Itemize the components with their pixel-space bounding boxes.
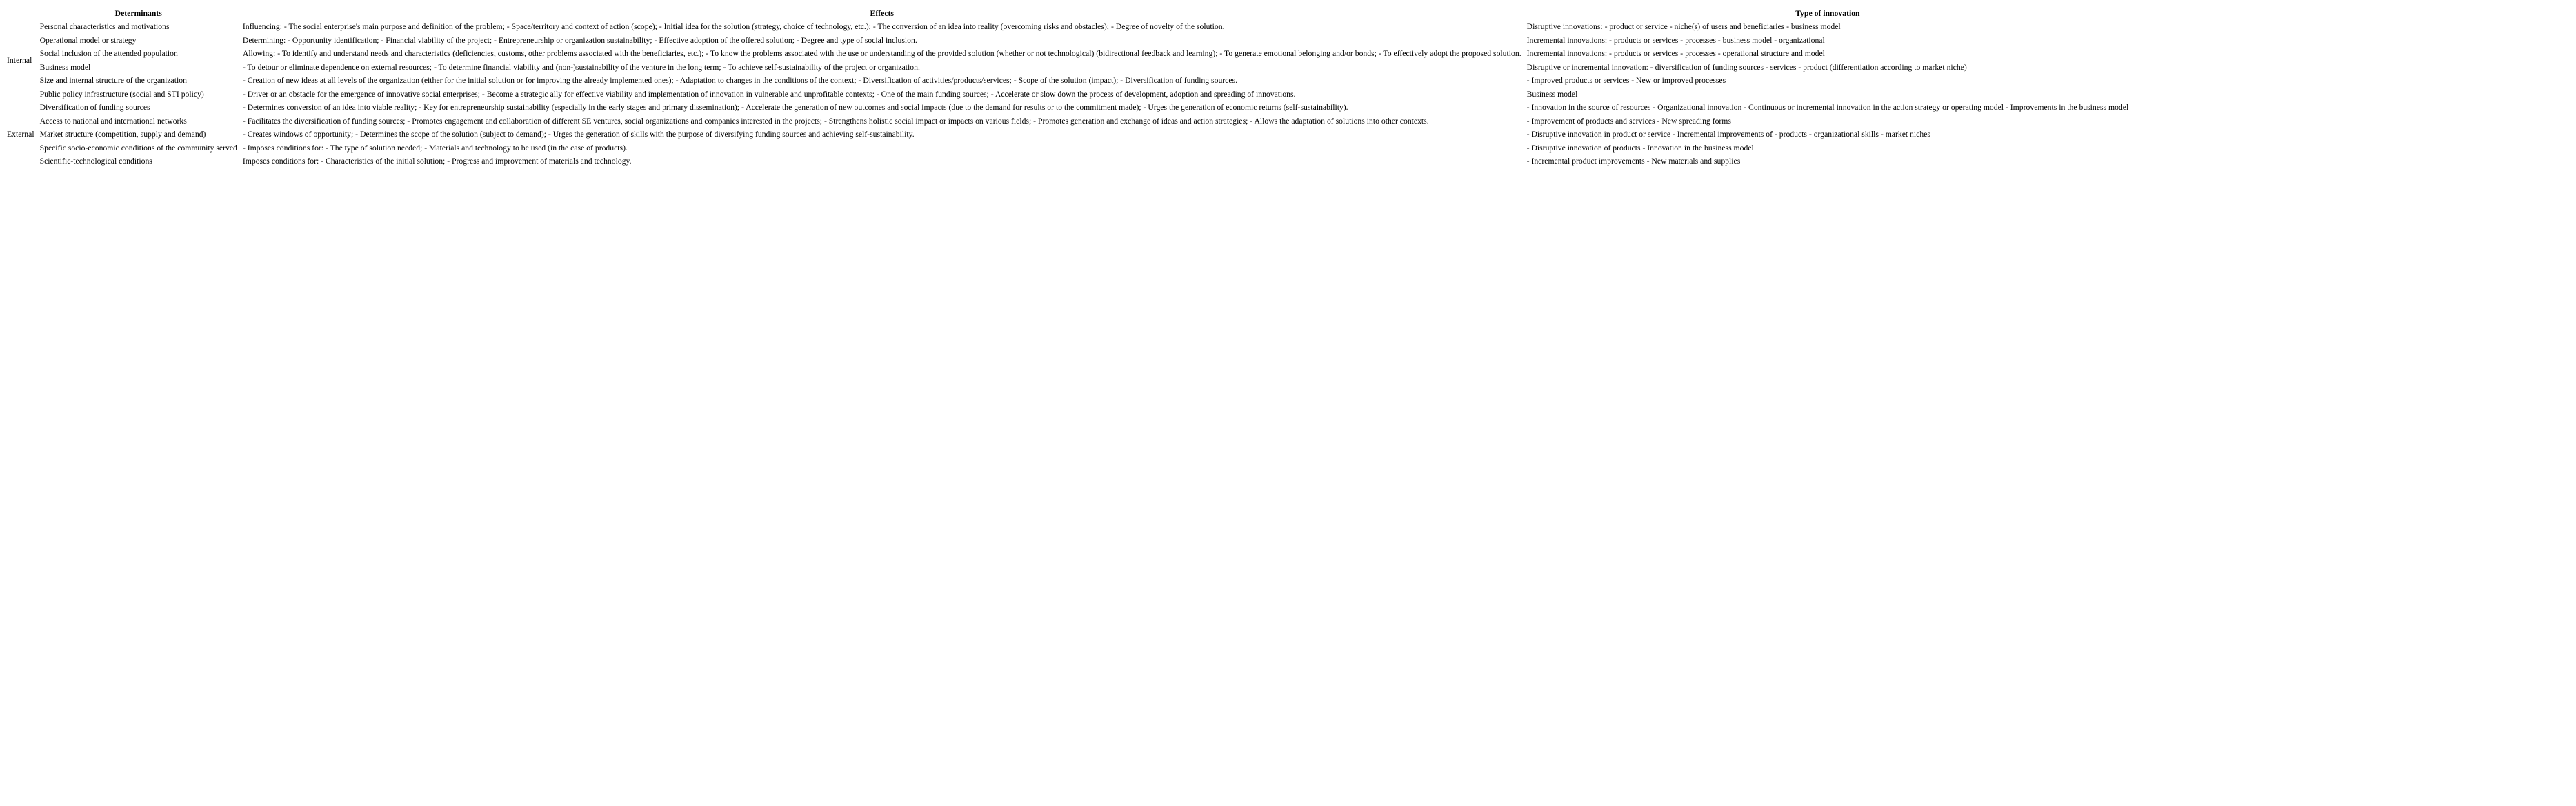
table-row (4, 34, 2131, 47)
effects-cell: - Determines conversion of an idea into viable reality; - Key for entrepreneurship sustainability (especially in the early stages and primary dissemination); - Accelerate the generation of new outcomes and social impacts (due to the demand for results or to the commitment made); - Urges the generation of economic returns (self-sustainability). (242, 103, 1348, 112)
innovation-type-cell: - Disruptive innovation of products - Innovation in the business model (1526, 143, 1754, 153)
effects-cell: - Driver or an obstacle for the emergence of innovative social enterprises; - Become a strategic ally for effective viability and implementation of innovation in vulnerable and unprofitable contexts; - One of the main funding sources; - Accelerate or slow down the process of development, adoption and spreading of innovations. (242, 89, 1296, 99)
table-row (4, 47, 2131, 60)
determinant-cell: Scientific-technological conditions (39, 156, 152, 166)
determinant-cell: Business model (39, 62, 91, 72)
table-row (4, 155, 2131, 168)
effects-cell: - Facilitates the diversification of funding sources; - Promotes engagement and collaboration of different SE ventures, social organizations and companies interested in the projects; - Strengthens holistic social impact or impacts on various fields; - Promotes generation and exchange of ideas and action strategies; - Allows the adaptation of solutions into other contexts. (242, 116, 1429, 126)
innovation-type-cell: Incremental innovations: - products or services - processes - operational structure and model (1526, 49, 1825, 59)
table-row (4, 74, 2131, 87)
innovation-type-cell: Business model (1526, 89, 1578, 99)
effects-cell: Determining: - Opportunity identification; - Financial viability of the project; - Entrepreneurship or organization sustainability; - Effective adoption of the offered solution; - Degree and type of social inclusion. (242, 35, 917, 45)
table-row (4, 115, 2131, 128)
determinant-cell: Size and internal structure of the organization (39, 76, 187, 86)
effects-cell: - Imposes conditions for: - The type of solution needed; - Materials and technology to be used (in the case of products). (242, 143, 628, 153)
group-label-external: External (7, 130, 34, 139)
determinant-cell: Operational model or strategy (39, 35, 137, 45)
effects-cell: Influencing: - The social enterprise's main purpose and definition of the problem; - Space/territory and context of action (scope); - Initial idea for the solution (strategy, choice of technology, etc.); - The conversion of an idea into reality (overcoming risks and obstacles); - Degree of novelty of the solution. (242, 22, 1225, 32)
determinant-cell: Personal characteristics and motivations (39, 22, 170, 32)
effects-cell: - Creates windows of opportunity; - Determines the scope of the solution (subject to demand); - Urges the generation of skills with the purpose of diversifying funding sources and achieving self-sustainability. (242, 130, 915, 139)
innovation-type-cell: - Disruptive innovation in product or service - Incremental improvements of - products - organizational skills - market niches (1526, 130, 1930, 139)
innovation-type-cell: - Incremental product improvements - New materials and supplies (1526, 156, 1741, 166)
determinant-cell: Access to national and international networks (39, 116, 187, 126)
determinant-cell: Market structure (competition, supply and demand) (39, 130, 206, 139)
determinant-cell: Public policy infrastructure (social and STI policy) (39, 89, 204, 99)
table-row (4, 61, 2131, 74)
determinant-cell: Social inclusion of the attended population (39, 49, 178, 59)
determinant-cell: Specific socio-economic conditions of the community served (39, 143, 237, 153)
header-group (4, 7, 37, 20)
header-determinants: Determinants (114, 9, 162, 18)
table-row (4, 141, 2131, 155)
innovation-type-cell: - Improvement of products and services - New spreading forms (1526, 116, 1731, 126)
innovation-type-cell: Disruptive or incremental innovation: - diversification of funding sources - services - product (differentiation according to market niche) (1526, 62, 1967, 72)
table-row (4, 20, 2131, 33)
determinants-table (4, 7, 2131, 168)
innovation-type-cell: - Innovation in the source of resources - Organizational innovation - Continuous or incremental innovation in the action strategy or operating model - Improvements in the business model (1526, 103, 2129, 112)
group-label-internal: Internal (7, 56, 32, 66)
table-row (4, 128, 2131, 141)
effects-cell: Allowing: - To identify and understand needs and characteristics (deficiencies, customs, other problems associated with the beneficiaries, etc.); - To know the problems associated with the use or understanding of the provided solution (whether or not technological) (bidirectional feedback and learning); - To generate emotional belonging and/or bonds; - To effectively adopt the proposed solution. (242, 49, 1521, 59)
effects-cell: - Creation of new ideas at all levels of the organization (either for the initial solution or for improving the already implemented ones); - Adaptation to changes in the conditions of the context; - Diversification of activities/products/services; - Scope of the solution (impact); - Diversification of funding sources. (242, 76, 1238, 86)
innovation-type-cell: Incremental innovations: - products or services - processes - business model - organizational (1526, 35, 1825, 45)
innovation-type-cell: Disruptive innovations: - product or service - niche(s) of users and beneficiaries - business model (1526, 22, 1841, 32)
document-page (0, 0, 2576, 168)
header-type-of-innovation: Type of innovation (1795, 9, 1860, 18)
table-header-row (4, 7, 2131, 20)
table-row (4, 101, 2131, 114)
table-row (4, 88, 2131, 101)
header-effects: Effects (870, 9, 894, 18)
effects-cell: - To detour or eliminate dependence on external resources; - To determine financial viability and (non-)sustainability of the venture in the long term; - To achieve self-sustainability of the project or organization. (242, 62, 920, 72)
effects-cell: Imposes conditions for: - Characteristics of the initial solution; - Progress and improvement of materials and technology. (242, 156, 632, 166)
innovation-type-cell: - Improved products or services - New or improved processes (1526, 76, 1726, 86)
determinant-cell: Diversification of funding sources (39, 103, 150, 112)
